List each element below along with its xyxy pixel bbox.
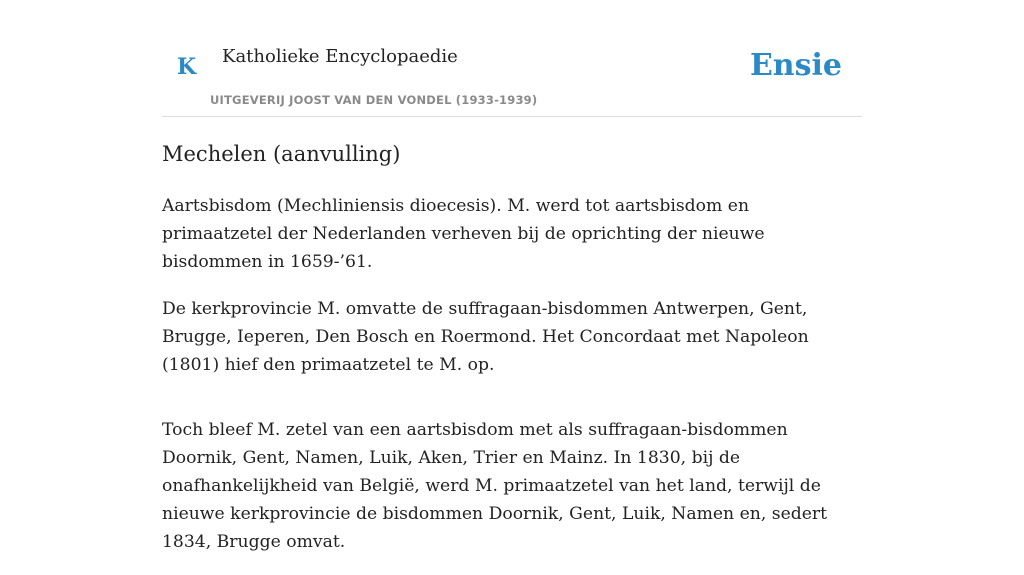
ensie-brand-logo[interactable]: Ensie <box>749 48 842 83</box>
article-paragraph: Aartsbisdom (Mechliniensis dioecesis). M. werd tot aartsbisdom en primaatzetel der Nederlanden verheven bij de oprichting der nieuwe bisdommen in 1659-’61. <box>162 196 765 272</box>
article-paragraph: De kerkprovincie M. omvatte de suffragaan-bisdommen Antwerpen, Gent, Brugge, Ieperen, Den Bosch en Roermond. Het Concordaat met Napoleon (1801) hief den primaatzetel te M. op. <box>162 299 809 375</box>
site-header <box>162 0 862 117</box>
site-title-link[interactable]: Katholieke Encyclopaedie <box>222 46 458 67</box>
article <box>162 138 862 575</box>
encyclopedia-logo-icon[interactable]: K <box>177 54 197 80</box>
publisher-subtitle: UITGEVERIJ JOOST VAN DEN VONDEL (1933-1939) <box>210 93 538 107</box>
article-paragraph: Toch bleef M. zetel van een aartsbisdom met als suffragaan-bisdommen Doornik, Gent, Namen, Luik, Aken, Trier en Mainz. In 1830, bij de onafhankelijkheid van België, werd M. primaatzetel van het land, terwijl de nieuwe kerkprovincie de bisdommen Doornik, Gent, Luik, Namen en, sedert 1834, Brugge omvat. <box>162 420 828 552</box>
article-title: Mechelen (aanvulling) <box>162 142 401 166</box>
